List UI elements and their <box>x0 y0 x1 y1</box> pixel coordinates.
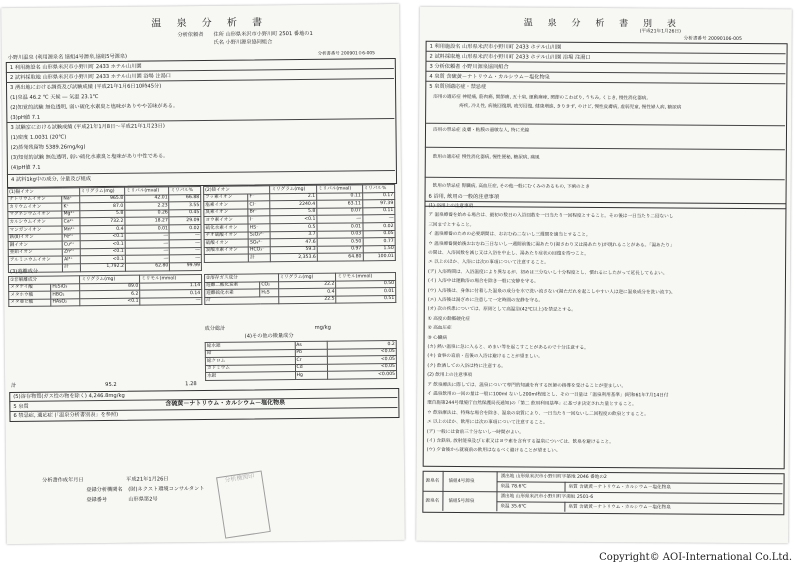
issue-date-label: 分析書作成年月日 <box>42 477 84 484</box>
ion-name: マグネシウムイオン <box>8 211 62 219</box>
notes-list <box>420 7 792 10</box>
component-name: メタ亜ヒ酸 <box>9 299 51 307</box>
appendix-spring-class: 4 泉質 含硫黄－ナトリウム・カルシウム－塩化物泉 <box>429 73 550 81</box>
note-line: ② 高血圧症 <box>427 325 452 332</box>
ion-symbol: Br⁻ <box>248 209 270 217</box>
mg-value: 5.8 <box>79 210 124 218</box>
note-line: エ 以上のほか、入浴には次の事項について注意すること。 <box>428 260 549 267</box>
mg-value: 0.2 <box>327 340 396 348</box>
ion-symbol: 計 <box>249 254 271 262</box>
table-row <box>205 295 396 305</box>
mval-percent: 0.11 <box>362 207 394 215</box>
cation-header: (1)陽イオン <box>8 188 80 196</box>
non-dissociated-table <box>8 274 202 307</box>
mval-percent: 0.05 <box>363 230 395 238</box>
mg-value: 2,353.6 <box>271 254 318 262</box>
appendix-requester: 3 分析依頼者 小野川源泉協同組合 <box>429 63 509 71</box>
row-ph-field: (3)pH値 7.1 <box>10 114 41 122</box>
element-symbol: Cr <box>295 356 327 364</box>
mval-value: ― <box>125 255 170 263</box>
mval-percent: ― <box>170 232 202 240</box>
source2-class: 泉質 含硫黄－ナトリウム・カルシウム－塩化物泉 <box>568 504 671 511</box>
mval-value: 0.01 <box>317 223 363 231</box>
mval-value: 2.23 <box>125 202 170 210</box>
note-line: ③ 心臓病 <box>427 335 447 341</box>
row-sensory: (2)知覚的試験 無色透明, 弱い硫化水素臭と塩味がありやや苦味がある。 <box>10 103 179 112</box>
mval-percent: 0.02 <box>169 224 201 232</box>
ion-symbol: Cu²⁺ <box>62 241 80 249</box>
mval-value: 0.11 <box>317 192 363 200</box>
ion-symbol: SO₄²⁻ <box>248 239 270 247</box>
mval-value: 0.97 <box>317 246 363 254</box>
mval-value: 0.26 <box>125 210 170 218</box>
gas-header-mg: ミリグラム(mg) <box>278 273 336 281</box>
non-dissociated-total-mmol: 1.28 <box>185 381 197 388</box>
note-line: (2) 飲用上の注意事項 <box>427 372 473 379</box>
component-formula: H₂SiO₃ <box>51 283 80 291</box>
nonion-header-mmol: ミリモル(mmol) <box>140 275 202 283</box>
agency-seal <box>216 470 271 538</box>
requester-address: 住所 山形県米沢市小野川町 2501 番地の1 <box>213 30 313 38</box>
ion-symbol: Ca²⁺ <box>62 218 80 226</box>
ion-name: 臭素イオン <box>204 209 248 217</box>
ion-name: チオ硫酸イオン <box>204 232 248 240</box>
non-dissociated-total-label: 計 <box>11 382 17 390</box>
non-dissociated-subtitle: ①非解離成分 <box>9 276 80 284</box>
mg-value: 6.2 <box>80 290 140 298</box>
element-name: 鉛 <box>205 349 295 358</box>
ion-name: ナトリウムイオン <box>8 196 62 204</box>
row-lab-sensory: (3)知覚的試験 無色透明, 弱い硫化水素臭と塩味があり中性である。 <box>10 153 169 162</box>
mg-value: 0.4 <box>278 288 336 296</box>
appendix-report-number: 分析書番号 20090106-005 <box>683 36 742 42</box>
spring-class-label: 5 泉質 <box>13 403 29 410</box>
seal-text: 分析機関印 <box>224 472 255 485</box>
mval-percent: 3.55 <box>169 202 201 210</box>
note-line: イ 温泉飲用の一回の量は一般に100ml ないし200ml程度とし、その一日量は「温泉利用基準」(昭和61年7月14日付 <box>427 391 669 399</box>
note-line: の間は、入浴回数を減じ又は入浴を中止し、湯あたり症状の回復を待つこと。 <box>428 250 589 257</box>
mmol-value: ― <box>140 297 202 305</box>
mval-percent: ― <box>170 247 202 255</box>
mval-percent: 66.88 <box>169 194 201 202</box>
mg-value: 47.6 <box>271 238 318 246</box>
mmol-value: 1.14 <box>140 282 202 290</box>
element-symbol: Hg <box>295 372 327 380</box>
cation-table <box>7 186 202 276</box>
bath-indications-line2: 痔疾, 冷え性, 病後回復期, 疲労回復, 健康増進, きりきず, やけど, 慢性皮膚病, 虚弱児童, 慢性婦人病, 糖尿病 <box>459 103 682 111</box>
source1-temperature: 泉温 78.6℃ <box>500 484 527 490</box>
requester-label: 分析依頼者 <box>177 31 204 39</box>
anion-header: (2)陰イオン <box>204 186 271 194</box>
appendix-facility: 1 利用施設名 山形県米沢市小野川町 2433 ホテル山川園 <box>429 43 562 51</box>
ion-name: 塩素イオン <box>204 201 248 209</box>
ion-symbol: Cl⁻ <box>248 201 270 209</box>
element-name: 総クロム <box>205 357 295 366</box>
mval-value: 0.03 <box>317 230 363 238</box>
mg-value: <0.05 <box>327 356 396 364</box>
gas-name: 遊離二酸化炭素 <box>205 281 260 289</box>
note-line: (イ) 入浴中は運動浴の場合を除き一般に安静を守る。 <box>427 278 539 285</box>
report-title: 温 泉 分 析 書 <box>151 17 269 30</box>
mg-value: <0.05 <box>327 348 396 356</box>
spring-class: 含硫黄－ナトリウム・カルシウム－塩化物泉 <box>165 399 286 408</box>
ion-symbol: Mg²⁺ <box>62 211 80 219</box>
appendix-indications-title: 5 泉質別適応症・禁忌症 <box>429 83 487 91</box>
note-line: (ウ) 入浴後は、身体に付着した温泉の成分を水で洗い流さない(湯ただれを起こしやすい人は逆に温泉成分を洗い流す)。 <box>427 288 676 296</box>
ion-symbol: S₂O₃²⁻ <box>248 231 270 239</box>
table-row <box>206 371 397 381</box>
note-line: (キ) 食事の直前・直後の入浴は避けることが望ましい。 <box>427 354 543 360</box>
mg-value: <0.1 <box>270 216 317 224</box>
gas-header-mmol: ミリモル(mmol) <box>336 272 396 280</box>
note-line: (ク) 飲酒しての入浴は特に注意する。 <box>427 363 506 370</box>
mg-value: <0.005 <box>327 371 396 379</box>
mval-percent: 97.39 <box>362 200 394 208</box>
ion-name: アルミニウムイオン <box>8 256 62 264</box>
note-line: (エ) 入浴後は湯ざめに注意して一定時間の安静を守る。 <box>427 297 544 304</box>
ion-name: 硫酸イオン <box>204 239 248 247</box>
component-name: メタホウ酸 <box>9 291 51 299</box>
agency-name: (財)ネクスト環境コンサルタント <box>128 485 205 493</box>
ion-name: 銅イオン <box>8 241 62 249</box>
mg-value: 87.0 <box>79 203 124 211</box>
source2-location: 湧出地 山形県米沢市小野川町字湯坂 2501-6 <box>500 494 594 500</box>
mval-value: 0.07 <box>317 208 363 216</box>
mval-percent: 0.45 <box>169 209 201 217</box>
gas-formula: CO₂ <box>260 281 278 289</box>
drink-contraindications: 飲用の禁忌症 腎臓病, 高血圧症, その他一般にむくみのあるもの, 下痢のとき <box>432 183 590 190</box>
appendix-title: 温 泉 分 析 書 別 表 <box>523 18 682 30</box>
row-components-title: 4 試料1kg中の成分, 分量及び組成 <box>10 176 92 184</box>
mval-value: ― <box>125 232 170 240</box>
mval-percent: 29.09 <box>169 217 201 225</box>
source2-temperature: 泉温 35.6℃ <box>500 504 527 510</box>
contraindication-note: 6 禁忌症, 適応症 (「温泉分析書別表」を参照) <box>13 411 119 419</box>
note-line: (ウ) 夕食後から就寝前の飲用はなるべく避けることが望ましい。 <box>426 448 561 455</box>
ion-name <box>204 254 248 262</box>
element-symbol: Pb <box>295 349 327 357</box>
mval-percent: 99.99 <box>170 262 202 270</box>
ion-name: 鉄(Ⅱ)イオン <box>8 234 62 242</box>
registration-label: 登録番号 <box>86 497 108 504</box>
component-name: メタケイ酸 <box>9 284 51 292</box>
mg-value: 0.5 <box>270 223 317 231</box>
ion-name: ヨウ素イオン <box>204 216 248 224</box>
ion-name: カルシウムイオン <box>8 218 62 226</box>
analysis-report-page <box>1 4 405 544</box>
ion-symbol: F⁻ <box>248 193 270 201</box>
non-dissociated-total-mg: 95.2 <box>105 381 117 389</box>
mval-value: 62.80 <box>125 263 170 271</box>
cation-header-mval: ミリバル(mval) <box>125 187 170 195</box>
element-symbol: As <box>295 341 327 349</box>
mval-value: 63.11 <box>317 200 363 208</box>
element-symbol: Cd <box>295 364 327 372</box>
note-line: ウ 温泉療養開始後おおむね三日ないし一週間前後に湯あたり(湯さわり又は湯あたり)が現れることがある。「湯あたり」 <box>428 241 675 249</box>
ion-name: 亜鉛イオン <box>8 249 62 257</box>
bath-indications-line1: 浴用の適応症 神経痛, 筋肉痛, 関節痛, 五十肩, 運動麻痺, 関節のこわばり, うちみ, くじき, 慢性消化器病, <box>433 94 648 102</box>
total-components-label: 成分総計 <box>204 325 226 332</box>
mval-value: 42.01 <box>125 194 170 202</box>
mg-value: <0.1 <box>80 298 140 306</box>
mval-percent: 0.77 <box>363 238 395 246</box>
ion-symbol: Zn²⁺ <box>62 249 80 257</box>
mg-value: <0.1 <box>80 256 125 264</box>
mg-value: 22.2 <box>278 281 336 289</box>
mval-percent: 1.50 <box>363 245 395 253</box>
note-line: (カ) 熱い温泉に急に入ると、めまい等を起こすことがあるので十分注意する。 <box>427 344 589 351</box>
table-row <box>9 297 202 307</box>
mval-value: 64.80 <box>317 253 363 261</box>
row-lab-test: 3 試験室における試験成績 (平成21年1月8日～平成21年1月23日) <box>10 123 165 132</box>
note-line: (1) 浴用上の注意事項 <box>428 203 474 210</box>
mval-value: ― <box>125 240 170 248</box>
ion-symbol: Na⁺ <box>62 195 80 203</box>
anion-header-pct: ミリバル% <box>362 184 394 192</box>
mval-percent: ― <box>362 215 394 223</box>
mg-value: 22.5 <box>278 296 336 304</box>
note-line: (オ) 次の疾患については、原則として高温浴(42℃以上)を禁忌とする。 <box>427 307 576 314</box>
row-residue: (2)蒸発残留物 5389.26mg/kg) <box>10 144 86 152</box>
copyright-notice: Copyright© AOI-International Co.Ltd. <box>599 552 792 563</box>
note-line: (ア) 入浴時間は、入浴温度により異なるが、初めは三分ないし十分程度とし、慣れるにしたがって延長してもよい。 <box>427 269 668 277</box>
row-ph-lab: (4)pH値 7.1 <box>10 164 41 172</box>
mval-value: ― <box>125 248 170 256</box>
mg-value: 0.4 <box>80 225 125 233</box>
mg-value: 1,792.2 <box>80 263 125 271</box>
ion-symbol: HS⁻ <box>248 224 270 232</box>
source2-label: 源泉名 <box>425 498 440 504</box>
mg-value: 3.7 <box>270 231 317 239</box>
drink-indications: 飲用の適応症 慢性消化器病, 慢性便秘, 糖尿病, 痛風 <box>432 154 540 161</box>
anion-header-mg: ミリグラム(mg) <box>270 185 317 193</box>
mg-value: <0.05 <box>327 363 396 371</box>
note-line: ウ 飲泉療法は、特殊な場合を除き、温泉の泉質により、一日当たり一回ないし二回程度の飲泉とすること。 <box>427 410 649 418</box>
appendix-sample-site: 2 試料採取地 山形県米沢市小野川町 2433 ホテル山川園 浴場 注湯口 <box>429 53 591 61</box>
requester-name: 氏名 小野川源泉協同組合 <box>213 39 273 46</box>
mg-value: 732.2 <box>80 218 125 226</box>
dissolved-gas-table <box>204 272 396 305</box>
note-line: ① 高度の動脈硬化症 <box>427 316 471 322</box>
mval-value: 0.01 <box>125 225 170 233</box>
ion-symbol: Al³⁺ <box>63 256 81 264</box>
appendix-date: (平成21年1月26日) <box>639 29 681 35</box>
note-line: ア 温泉療養を始める場合は、最初の数日の入浴回数を一日当たり一回程度とすること。その後は一日当たり二回ないし <box>428 213 674 220</box>
mmol-value: 0.01 <box>336 288 396 296</box>
note-line: イ 温泉療養のための必要期間は、おおむね二ないし三週間を適当とすること。 <box>428 231 591 239</box>
mval-percent: 0.17 <box>362 192 394 200</box>
cation-header-pct: ミリバル% <box>169 187 201 195</box>
gas-name: 遊離硫化水素 <box>205 289 260 297</box>
table-row <box>204 253 395 263</box>
minor-components-title: (4)その他の微量成分 <box>244 333 294 340</box>
report-number: 分析書番号 200901０6-005 <box>317 51 375 57</box>
row-temperature: (1)泉温 46.2 ℃ 天候 ― 気温 23.1℃ <box>10 94 99 102</box>
ion-symbol: Fe²⁺ <box>62 233 80 241</box>
source-name: 小野川温泉 (利用源泉名 協組4号源泉,協組5号源泉) <box>7 53 128 62</box>
bath-contraindications: 浴用の禁忌症 皮膚・粘膜の過敏な人, 特に光線 <box>432 127 530 134</box>
ion-symbol: K⁺ <box>62 203 80 211</box>
free-components-title: (3)遊離成分 <box>9 268 39 276</box>
anion-table <box>203 184 396 263</box>
mg-value: <0.1 <box>80 248 125 256</box>
total-components-unit: mg/kg <box>314 324 332 331</box>
component-formula: HBO₂ <box>51 291 80 299</box>
total-dissolved: (5)溶存物質(ガス性の物を除く) 4,246.8mg/kg <box>13 392 125 400</box>
mg-value: 59.3 <box>271 246 318 254</box>
mg-value: 89.0 <box>80 283 140 291</box>
ion-symbol: Mn²⁺ <box>62 226 80 234</box>
minor-components-table <box>205 340 397 381</box>
note-line: 三回までとすること。 <box>428 222 475 228</box>
mval-percent: 0.02 <box>363 222 395 230</box>
row-facility: 1 利用施設名 山形県米沢市小野川町 2433 ホテル山川園 <box>9 63 142 72</box>
dissolved-gas-subtitle: ②溶存ガス成分 <box>205 274 279 282</box>
gas-total-label: 計 <box>205 296 279 304</box>
mg-value: 2240.4 <box>270 200 317 208</box>
mval-percent: 100.01 <box>363 253 395 261</box>
mval-percent: ― <box>170 255 202 263</box>
note-line: エ 以上のほか、飲用には次の事項について注意すること。 <box>426 419 548 426</box>
component-formula: HAsO₂ <box>51 299 80 307</box>
ion-name: カリウムイオン <box>8 203 62 211</box>
note-line: 環自施第244号環境庁自然保護局長通知)の「第二 飲用利用基準」に基づき決定された量とすること。 <box>427 401 637 408</box>
ion-name: 炭酸水素イオン <box>204 247 248 255</box>
row-density: (1)密度 1.0031 (20℃) <box>10 134 67 142</box>
source1-class: 泉質 含硫黄－ナトリウム・カルシウム－塩化物泉 <box>568 484 671 491</box>
row-field-survey: 3 湧出地における調査及び試験成績 (平成21年1月6日10時45分) <box>10 83 162 92</box>
row-sample-site: 2 試料採取地 山形県米沢市小野川町 2433 ホテル山川園 浴場 注湯口 <box>9 73 171 82</box>
element-name: 総水銀 <box>205 342 295 351</box>
mg-value: <0.1 <box>80 233 125 241</box>
mmol-value: 0.51 <box>336 295 396 303</box>
mval-value: ― <box>317 215 363 223</box>
ion-symbol: 計 <box>63 264 81 272</box>
ion-name: フッ素イオン <box>204 194 248 202</box>
note-line: (イ) 含鉄泉, 放射能泉及びヒ素又はヨウ素を含有する温泉については、飲泉を避けること。 <box>426 438 614 446</box>
ion-name: マンガンイオン <box>8 226 62 234</box>
issue-date: 平成21年1月26日 <box>126 476 169 483</box>
source1-location: 湧出地 山形県米沢市小野川町字築地 2046 番地の2 <box>500 474 607 481</box>
source2-name: 協組5号源泉 <box>448 498 475 505</box>
analysis-appendix-page <box>416 7 792 544</box>
ion-symbol: I⁻ <box>248 216 270 224</box>
mmol-value: 0.50 <box>336 280 396 288</box>
nonion-header-mg: ミリグラム(mg) <box>80 275 140 283</box>
cation-header-mg: ミリグラム(mg) <box>79 187 124 195</box>
source1-name: 協組4号源泉 <box>448 478 475 485</box>
mmol-value: 0.14 <box>140 290 202 298</box>
source1-label: 源泉名 <box>425 478 440 484</box>
mg-value: 2.1 <box>270 193 317 201</box>
general-notes-title: 6 浴用, 飲用の一般的注意事項 <box>428 193 500 201</box>
mg-value: 965.8 <box>79 195 124 203</box>
note-line: (ア) 一般には食前三十分ないし一時間がよい。 <box>426 429 524 436</box>
mval-percent: ― <box>170 240 202 248</box>
mval-value: 0.50 <box>317 238 363 246</box>
mg-value: <0.1 <box>80 240 125 248</box>
registration-number: 山形県第2号 <box>128 496 158 503</box>
ion-name: 硫化水素イオン <box>204 224 248 232</box>
mval-value: 18.27 <box>125 217 170 225</box>
note-line: ア 飲泉療法に際しては、温泉について専門的知識を有する医師の指導を受けることが望ましい。 <box>427 382 627 389</box>
gas-formula: H₂S <box>260 289 278 297</box>
ion-symbol: HCO₃⁻ <box>248 247 270 255</box>
element-name: カドミウム <box>205 364 295 373</box>
mg-value: 5.8 <box>270 208 317 216</box>
element-name: 水銀 <box>206 372 296 381</box>
agency-label: 登録分析機関名 <box>86 486 123 494</box>
anion-header-mval: ミリバル(mval) <box>317 185 363 193</box>
